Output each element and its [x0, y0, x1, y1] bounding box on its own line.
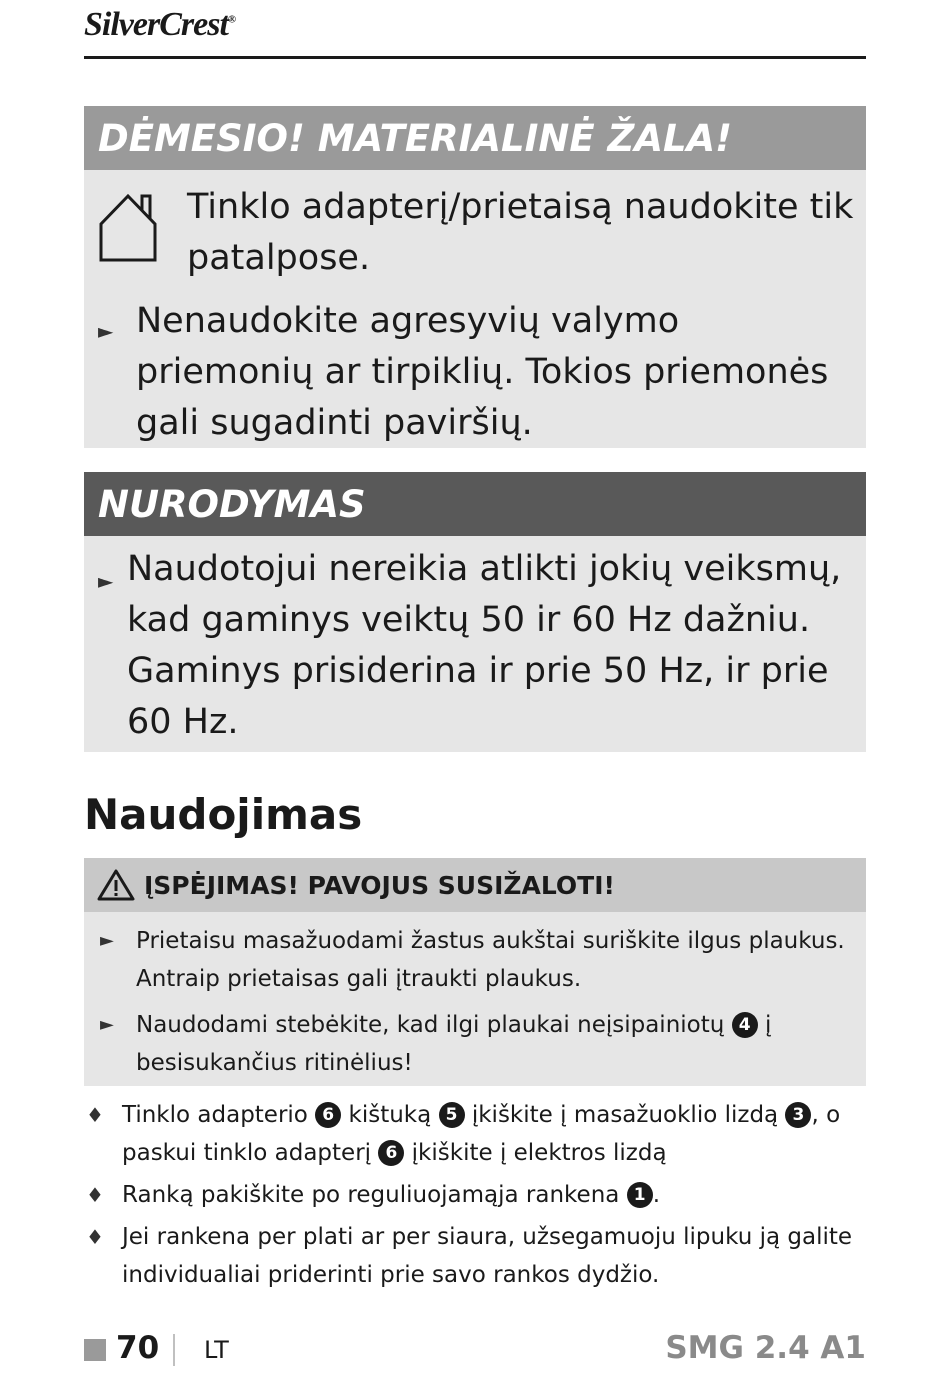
- reference-number: 5: [439, 1102, 465, 1128]
- warning-item-text: Naudodami stebėkite, kad ilgi plaukai neįsipainiotų 4 į besisukančius ritinėlius!: [136, 1012, 772, 1076]
- reference-number: 4: [732, 1012, 758, 1038]
- step-text: Ranką pakiškite po reguliuojamąja rankena 1 .: [122, 1182, 660, 1208]
- reference-number: 1: [627, 1182, 653, 1208]
- note-box: [84, 472, 866, 752]
- warning-title: ĮSPĖJIMAS! PAVOJUS SUSIŽALOTI!: [144, 870, 615, 900]
- caution-title: DĖMESIO! MATERIALINĖ ŽALA!: [84, 106, 866, 170]
- step-text: Jei rankena per plati ar per siaura, užsegamuoju lipuku ją galite individualiai priderinti prie savo rankos dydžio.: [122, 1224, 853, 1288]
- indoor-use-text: Tinklo adapterį/prietaisą naudokite tik patalpose.: [187, 187, 854, 278]
- diamond-bullet-icon: ♦: [86, 1183, 104, 1207]
- arrow-bullet-icon: ►: [98, 569, 114, 593]
- reference-number: 3: [785, 1102, 811, 1128]
- brand-logo: SilverCrest®: [84, 6, 236, 43]
- header-rule: [84, 56, 866, 59]
- footer-square: [84, 1339, 106, 1361]
- language-code: LT: [204, 1336, 229, 1364]
- reference-number: 6: [378, 1140, 404, 1166]
- reference-number: 6: [315, 1102, 341, 1128]
- warning-header: [84, 858, 866, 912]
- arrow-bullet-icon: ►: [100, 930, 114, 951]
- page-number: 70: [116, 1330, 160, 1366]
- model-number: SMG 2.4 A1: [665, 1330, 866, 1366]
- arrow-bullet-icon: ►: [100, 1014, 114, 1035]
- note-title: NURODYMAS: [84, 472, 866, 536]
- house-icon: [98, 188, 164, 262]
- diamond-bullet-icon: ♦: [86, 1225, 104, 1249]
- caution-bullet-text: Nenaudokite agresyvių valymo priemonių ar tirpiklių. Tokios priemonės gali sugadinti paviršių.: [136, 301, 829, 443]
- warning-triangle-icon: [96, 868, 136, 902]
- step-text: Tinklo adapterio 6 kištuką 5 įkiškite į masažuoklio lizdą 3 , o paskui tinklo adapterį 6 įkiškite į elektros lizdą: [122, 1102, 841, 1166]
- warning-item-text: Prietaisu masažuodami žastus aukštai suriškite ilgus plaukus. Antraip prietaisas gali įtraukti plaukus.: [136, 928, 845, 992]
- diamond-bullet-icon: ♦: [86, 1103, 104, 1127]
- note-bullet-text: Naudotojui nereikia atlikti jokių veiksmų, kad gaminys veiktų 50 ir 60 Hz dažniu. Gaminys prisiderina ir prie 50 Hz, ir prie 60 Hz.: [127, 549, 842, 742]
- section-title: Naudojimas: [84, 790, 363, 839]
- warning-box: [84, 858, 866, 1086]
- arrow-bullet-icon: ►: [98, 319, 114, 343]
- page-footer: [84, 1328, 866, 1372]
- footer-divider: [173, 1334, 175, 1366]
- caution-box: [84, 106, 866, 448]
